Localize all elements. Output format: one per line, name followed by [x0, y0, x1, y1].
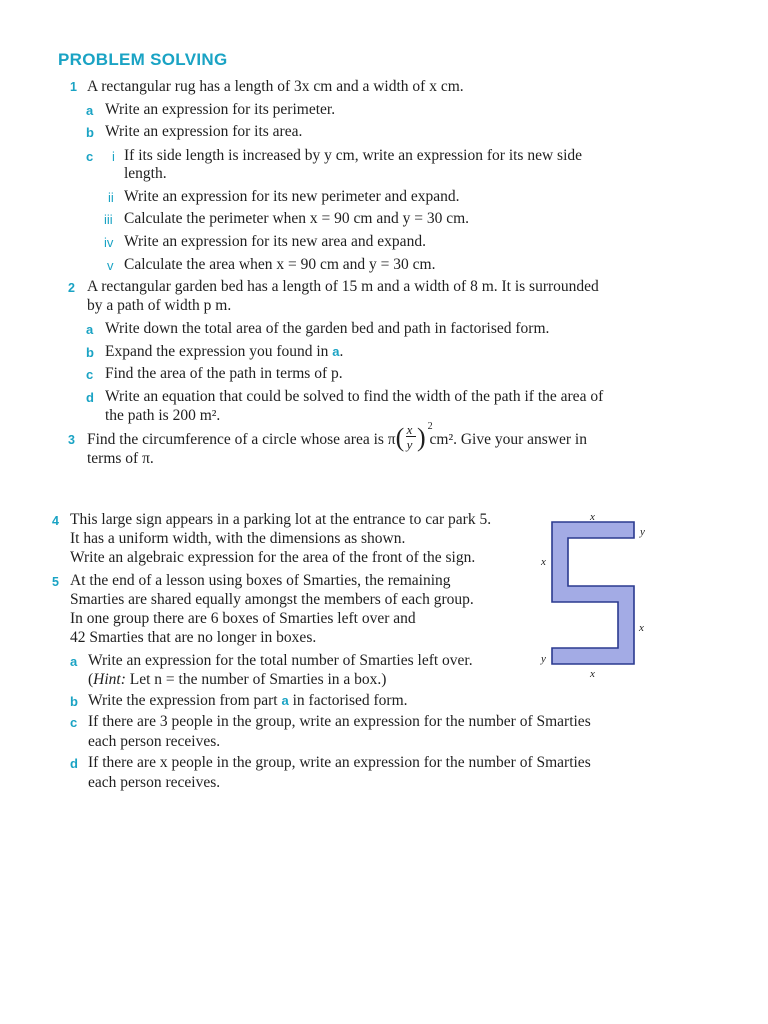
q5a-hint-text: Let n = the number of Smarties in a box.) — [125, 671, 387, 688]
question-3-number: 3 — [68, 433, 75, 447]
q5c-text-line2: each person receives. — [88, 733, 221, 750]
q1ci-label: i — [112, 149, 115, 164]
question-4-line1: This large sign appears in a parking lot at the entrance to car park 5. — [70, 511, 492, 528]
sign-shape — [552, 522, 634, 664]
q5b-label: b — [70, 694, 78, 709]
q5a-hint-word: Hint: — [93, 671, 126, 688]
q2b-part-ref: a — [332, 344, 340, 359]
q2b-text-pre: Expand the expression you found in — [105, 343, 333, 360]
q5c-label: c — [70, 715, 78, 730]
figure-label-bottom-x: x — [590, 668, 595, 680]
q1civ-label: iv — [104, 235, 114, 250]
q1ci-text-line1: If its side length is increased by y cm, write an expression for its new side — [124, 147, 582, 164]
q1cv-text: Calculate the area when x = 90 cm and y = 30 cm. — [124, 256, 436, 273]
q1b-label: b — [86, 125, 94, 140]
q2b-label: b — [86, 345, 94, 360]
q5c-text-line1: If there are 3 people in the group, write an expression for the number of Smarties — [88, 713, 591, 730]
question-2-number: 2 — [68, 281, 75, 295]
q5b-part-ref: a — [281, 693, 289, 708]
question-3-line2: terms of π. — [87, 450, 154, 467]
q2b-text-post: . — [339, 343, 344, 360]
figure-label-bottom-y: y — [541, 653, 546, 665]
q5a-open-paren: ( — [88, 671, 94, 688]
q2a-text: Write down the total area of the garden bed and path in factorised form. — [105, 320, 550, 337]
q1c-label: c — [86, 149, 94, 164]
q1cv-label: v — [107, 258, 114, 273]
q3-fraction-numerator: x — [406, 422, 413, 437]
q5b-text-pre: Write the expression from part — [88, 692, 282, 709]
q3-fraction-denominator: y — [406, 437, 413, 452]
question-2-stem-line1: A rectangular garden bed has a length of 15 m and a width of 8 m. It is surrounded — [87, 278, 599, 295]
question-5-line4: 42 Smarties that are no longer in boxes. — [70, 629, 317, 646]
q3-fraction-power: 2 — [427, 421, 433, 432]
q3-text-post: cm². Give your answer in — [425, 431, 587, 448]
figure-label-top-y: y — [640, 526, 645, 538]
q1cii-text: Write an expression for its new perimeter and expand. — [124, 188, 460, 205]
q5b-text — [88, 691, 408, 710]
question-5-line2: Smarties are shared equally amongst the members of each group. — [70, 591, 474, 608]
question-3-line1 — [87, 421, 587, 452]
q2d-label: d — [86, 390, 94, 405]
q1a-text: Write an expression for its perimeter. — [105, 101, 336, 118]
q5d-text-line1: If there are x people in the group, write an expression for the number of Smarties — [88, 754, 591, 771]
q5b-text-post: in factorised form. — [288, 692, 408, 709]
q3-fraction: ( x y ) 2 — [396, 429, 426, 449]
question-1-stem: A rectangular rug has a length of 3x cm and a width of x cm. — [87, 78, 464, 95]
q2d-text-line1: Write an equation that could be solved to find the width of the path if the area of — [105, 388, 604, 405]
question-4-line3: Write an algebraic expression for the area of the front of the sign. — [70, 549, 476, 566]
q5a-text-line2 — [88, 670, 386, 689]
question-5-number: 5 — [52, 575, 59, 589]
question-5-line3: In one group there are 6 boxes of Smarties left over and — [70, 610, 416, 627]
question-2-stem-line2: by a path of width p m. — [87, 297, 232, 314]
q2c-label: c — [86, 367, 94, 382]
q1civ-text: Write an expression for its new area and expand. — [124, 233, 426, 250]
q1ciii-text: Calculate the perimeter when x = 90 cm and y = 30 cm. — [124, 210, 470, 227]
question-4-number: 4 — [52, 514, 59, 528]
figure-label-left-x: x — [541, 556, 546, 568]
section-heading: PROBLEM SOLVING — [58, 50, 228, 69]
q5a-text-line1: Write an expression for the total number of Smarties left over. — [88, 652, 473, 669]
q5d-text-line2: each person receives. — [88, 774, 221, 791]
q1ci-text-line2: length. — [124, 165, 167, 182]
q1cii-label: ii — [108, 190, 114, 205]
figure-label-top-x: x — [590, 511, 595, 523]
figure-label-right-x: x — [639, 622, 644, 634]
q3-text-pre: Find the circumference of a circle whose area is π — [87, 431, 396, 448]
question-1-number: 1 — [70, 80, 77, 94]
q1a-label: a — [86, 103, 94, 118]
question-5-line1: At the end of a lesson using boxes of Smarties, the remaining — [70, 572, 451, 589]
q1b-text: Write an expression for its area. — [105, 123, 303, 140]
q2d-text-line2: the path is 200 m². — [105, 407, 221, 424]
q2c-text: Find the area of the path in terms of p. — [105, 365, 343, 382]
q2a-label: a — [86, 322, 94, 337]
question-4-line2: It has a uniform width, with the dimensions as shown. — [70, 530, 406, 547]
q1ciii-label: iii — [104, 212, 113, 227]
q5d-label: d — [70, 756, 78, 771]
q5a-label: a — [70, 654, 78, 669]
q2b-text — [105, 342, 343, 361]
